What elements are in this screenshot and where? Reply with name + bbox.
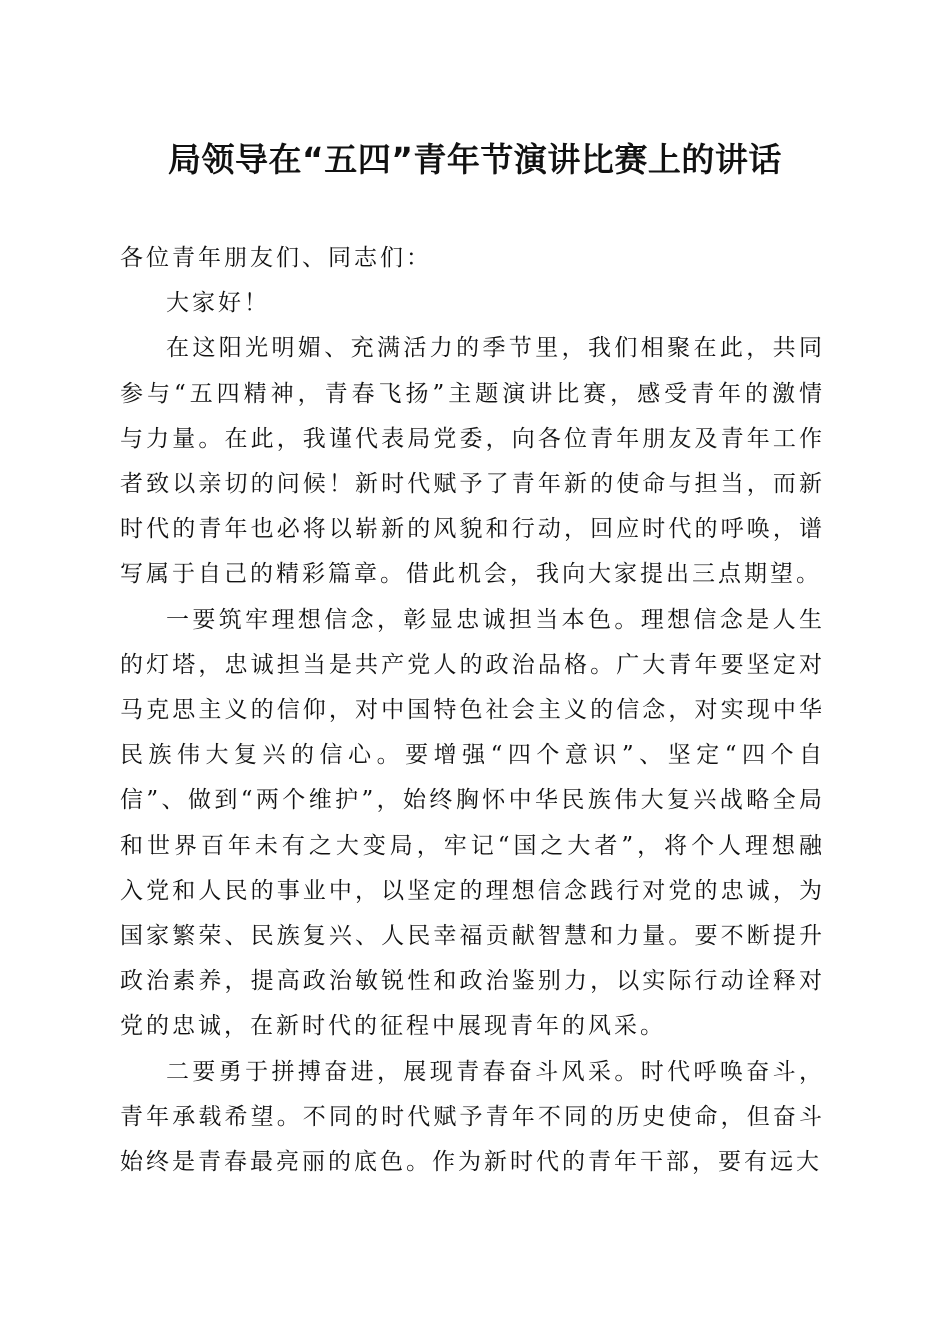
paragraph-intro: 在这阳光明媚、充满活力的季节里，我们相聚在此，共同参与“五四精神，青春飞扬”主题演讲比赛，感受青年的激情与力量。在此，我谨代表局党委，向各位青年朋友及青年工作者致以亲切的问候！新时代赋予了青年新的使命与担当，而新时代的青年也必将以崭新的风貌和行动，回应时代的呼唤，谱写属于自己的精彩篇章。借此机会，我向大家提出三点期望。 bbox=[120, 335, 825, 588]
salutation: 各位青年朋友们、同志们： bbox=[120, 245, 432, 271]
paragraph-point-one: 一要筑牢理想信念，彰显忠诚担当本色。理想信念是人生的灯塔，忠诚担当是共产党人的政治品格。广大青年要坚定对马克思主义的信仰，对中国特色社会主义的信念，对实现中华民族伟大复兴的信心。要增强“四个意识”、坚定“四个自信”、做到“两个维护”，始终胸怀中华民族伟大复兴战略全局和世界百年未有之大变局，牢记“国之大者”，将个人理想融入党和人民的事业中，以坚定的理想信念践行对党的忠诚，为国家繁荣、民族复兴、人民幸福贡献智慧和力量。要不断提升政治素养，提高政治敏锐性和政治鉴别力，以实际行动诠释对党的忠诚，在新时代的征程中展现青年的风采。 bbox=[120, 606, 825, 1040]
paragraph-point-two: 二要勇于拼搏奋进，展现青春奋斗风采。时代呼唤奋斗，青年承载希望。不同的时代赋予青年不同的历史使命，但奋斗始终是青春最亮丽的底色。作为新时代的青年干部，要有远大 bbox=[120, 1058, 825, 1176]
greeting: 大家好！ bbox=[166, 290, 270, 317]
document-title: 局领导在“五四”青年节演讲比赛上的讲话 bbox=[168, 140, 782, 179]
document-body bbox=[120, 236, 825, 1185]
